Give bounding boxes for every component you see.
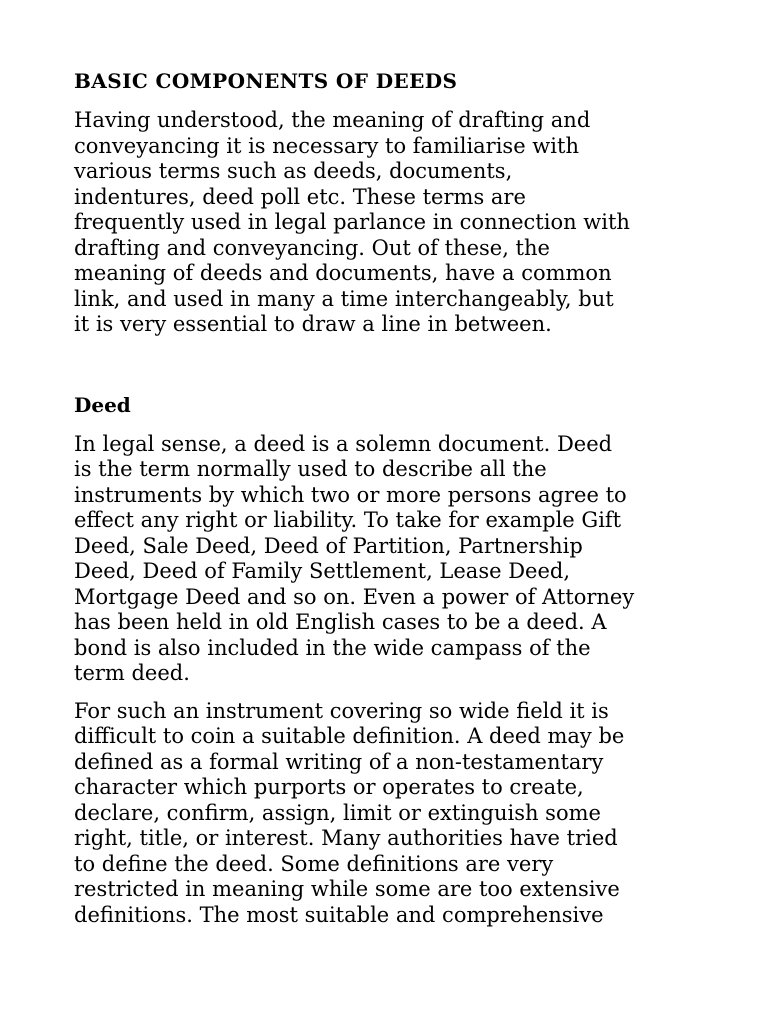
paragraph-line: instruments by which two or more persons agree to <box>74 482 627 507</box>
paragraph-line: various terms such as deeds, documents, <box>74 159 513 183</box>
paragraph-line: declare, confirm, assign, limit or extinguish some <box>74 800 601 825</box>
paragraph-line: meaning of deeds and documents, have a common <box>74 261 612 285</box>
paragraph-line: For such an instrument covering so wide field it is <box>74 698 609 723</box>
paragraph-line: frequently used in legal parlance in connection with <box>74 210 630 234</box>
deed-definition-paragraph <box>74 432 704 687</box>
document-page <box>74 66 704 928</box>
paragraph-line: to define the deed. Some definitions are very <box>74 851 554 876</box>
paragraph-line: has been held in old English cases to be a deed. A <box>74 610 607 634</box>
deed-scope-paragraph <box>74 699 704 929</box>
paragraph-line: bond is also included in the wide campass of the <box>74 635 591 660</box>
paragraph-line: term deed. <box>74 661 190 685</box>
paragraph-line: it is very essential to draw a line in between. <box>74 312 552 336</box>
paragraph-line: Having understood, the meaning of drafting and <box>74 108 591 132</box>
paragraph-line: link, and used in many a time interchangeably, but <box>74 286 614 311</box>
paragraph-line: restricted in meaning while some are too extensive <box>74 877 620 901</box>
paragraph-line: defined as a formal writing of a non-testamentary <box>74 749 604 774</box>
paragraph-line: conveyancing it is necessary to familiarise with <box>74 133 579 158</box>
paragraph-line: difficult to coin a suitable definition. A deed may be <box>74 724 625 748</box>
section-heading-deed: Deed <box>74 392 131 417</box>
section-spacer <box>74 338 704 390</box>
paragraph-line: Deed, Deed of Family Settlement, Lease Deed, <box>74 559 571 583</box>
paragraph-line: Deed, Sale Deed, Deed of Partition, Partnership <box>74 533 583 558</box>
paragraph-line: effect any right or liability. To take for example Gift <box>74 508 622 532</box>
paragraph-spacer <box>74 687 704 699</box>
paragraph-line: right, title, or interest. Many authorities have tried <box>74 826 618 850</box>
paragraph-line: character which purports or operates to create, <box>74 775 584 799</box>
paragraph-line: indentures, deed poll etc. These terms are <box>74 184 526 209</box>
paragraph-line: Mortgage Deed and so on. Even a power of Attorney <box>74 584 635 609</box>
paragraph-line: drafting and conveyancing. Out of these, the <box>74 235 550 260</box>
document-title: BASIC COMPONENTS OF DEEDS <box>74 69 458 93</box>
paragraph-line: In legal sense, a deed is a solemn document. Deed <box>74 431 613 456</box>
paragraph-line: is the term normally used to describe all the <box>74 457 547 481</box>
paragraph-line: definitions. The most suitable and comprehensive <box>74 902 604 927</box>
intro-paragraph <box>74 108 704 338</box>
